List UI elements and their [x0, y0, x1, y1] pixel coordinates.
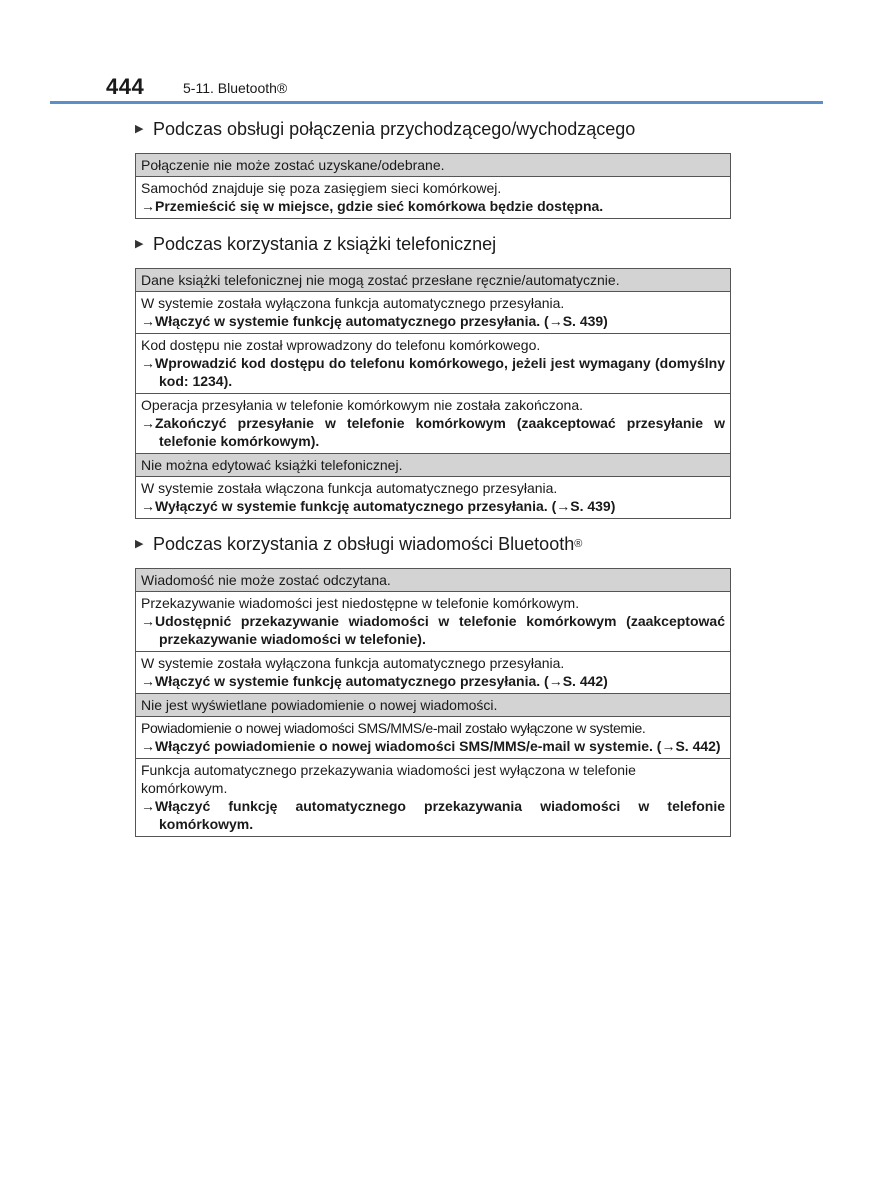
page-number: 444 — [106, 74, 145, 99]
solution-row — [136, 393, 730, 453]
section-heading-phonebook — [135, 233, 731, 255]
cause-text: W systemie została włączona funkcja automatycznego przesyłania. — [141, 480, 558, 496]
problem-row: Połączenie nie może zostać uzyskane/odebrane. — [136, 154, 730, 176]
remedy-text: →Włączyć powiadomienie o nowej wiadomości SMS/MMS/e-mail w systemie. (→S. 442) — [141, 738, 721, 754]
remedy-text: →Włączyć w systemie funkcję automatycznego przesyłania. (→S. 439) — [141, 313, 608, 329]
remedy-text: →Zakończyć przesyłanie w telefonie komórkowym (zaakceptować przesyłanie w telefonie komórkowym). — [141, 415, 725, 449]
header-divider — [50, 101, 823, 104]
page-content — [135, 118, 731, 851]
triangle-bullet-icon: ▶ — [135, 538, 144, 550]
remedy-text: →Wprowadzić kod dostępu do telefonu komórkowego, jeżeli jest wymagany (domyślny kod: 1234). — [141, 355, 725, 389]
problem-row: Nie jest wyświetlane powiadomienie o nowej wiadomości. — [136, 693, 730, 716]
section-heading-text: Podczas obsługi połączenia przychodzącego/wychodzącego — [153, 119, 636, 139]
chapter-title: 5-11. Bluetooth® — [183, 80, 288, 96]
solution-row — [136, 176, 730, 218]
cause-text: Operacja przesyłania w telefonie komórkowym nie została zakończona. — [141, 397, 583, 413]
solution-row — [136, 716, 730, 758]
section-heading-text: Podczas korzystania z książki telefonicznej — [153, 234, 497, 254]
triangle-bullet-icon: ▶ — [135, 238, 144, 250]
cause-text: Powiadomienie o nowej wiadomości SMS/MMS/e-mail zostało wyłączone w systemie. — [141, 720, 646, 736]
section-heading-calls — [135, 118, 731, 140]
solution-row — [136, 591, 730, 651]
troubleshooting-table-calls — [135, 153, 731, 219]
solution-row — [136, 476, 730, 518]
remedy-text: →Włączyć funkcję automatycznego przekazywania wiadomości w telefonie komórkowym. — [141, 798, 725, 832]
problem-row: Nie można edytować książki telefonicznej. — [136, 453, 730, 476]
solution-row — [136, 291, 730, 333]
cause-text: Funkcja automatycznego przekazywania wiadomości jest wyłączona w telefonie komórkowym. — [141, 762, 636, 796]
cause-text: W systemie została wyłączona funkcja automatycznego przesyłania. — [141, 655, 565, 671]
cause-text: Samochód znajduje się poza zasięgiem sieci komórkowej. — [141, 180, 502, 196]
troubleshooting-table-phonebook — [135, 268, 731, 519]
solution-row — [136, 333, 730, 393]
remedy-text: →Przemieścić się w miejsce, gdzie sieć komórkowa będzie dostępna. — [141, 198, 604, 214]
remedy-text: →Włączyć w systemie funkcję automatycznego przesyłania. (→S. 442) — [141, 673, 608, 689]
problem-row: Dane książki telefonicznej nie mogą zostać przesłane ręcznie/automatycznie. — [136, 269, 730, 291]
triangle-bullet-icon: ▶ — [135, 123, 144, 135]
section-heading-messages: ▶ Podczas korzystania z obsługi wiadomości Bluetooth ® — [135, 534, 583, 554]
problem-row: Wiadomość nie może zostać odczytana. — [136, 569, 730, 591]
remedy-text: →Udostępnić przekazywanie wiadomości w telefonie komórkowym (zaakceptować przekazywanie wiadomości w telefonie). — [141, 613, 725, 647]
troubleshooting-table-messages — [135, 568, 731, 837]
page-header — [0, 0, 877, 110]
solution-row — [136, 758, 730, 836]
cause-text: W systemie została wyłączona funkcja automatycznego przesyłania. — [141, 295, 565, 311]
cause-text: Przekazywanie wiadomości jest niedostępne w telefonie komórkowym. — [141, 595, 580, 611]
section-heading-text: Podczas korzystania z obsługi wiadomości Bluetooth — [153, 534, 575, 554]
remedy-text: →Wyłączyć w systemie funkcję automatycznego przesyłania. (→S. 439) — [141, 498, 616, 514]
cause-text: Kod dostępu nie został wprowadzony do telefonu komórkowego. — [141, 337, 541, 353]
solution-row — [136, 651, 730, 693]
